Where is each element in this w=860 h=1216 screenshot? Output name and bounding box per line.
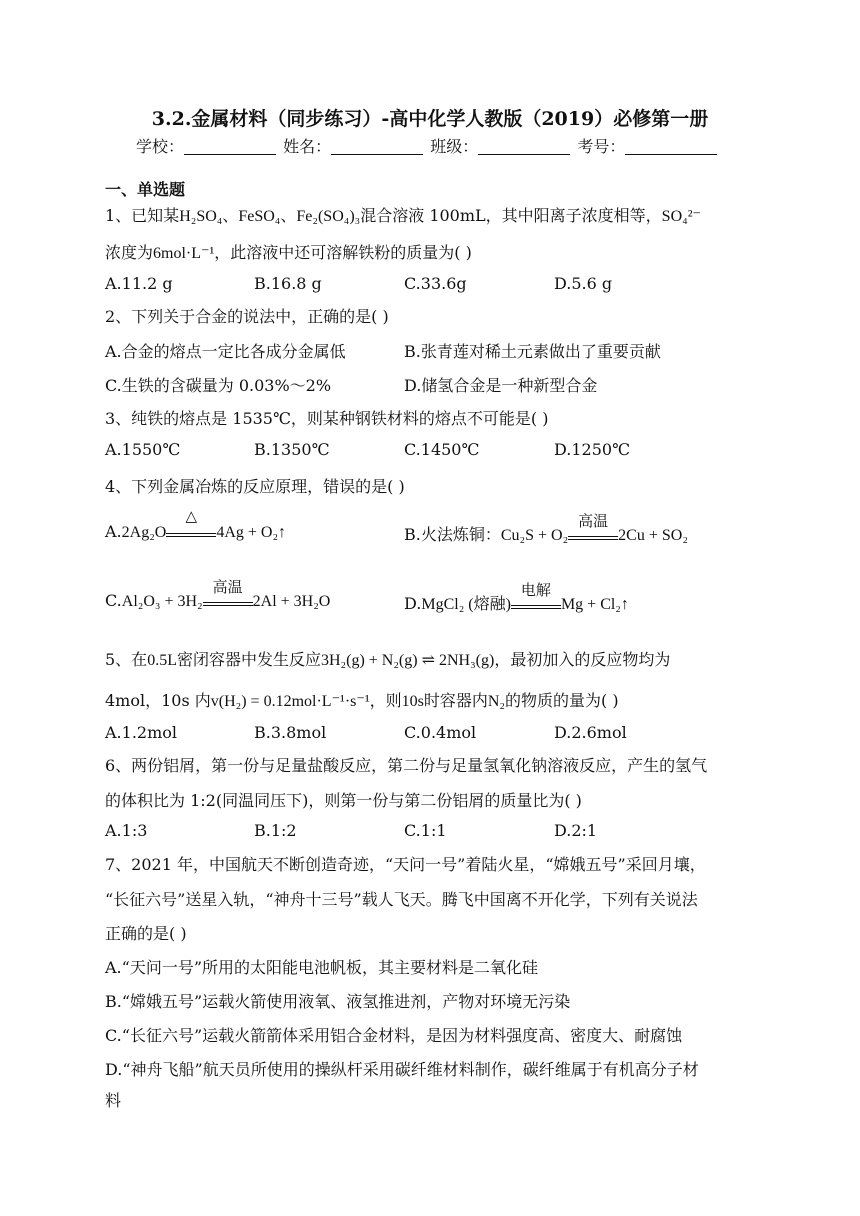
q4-option-c[interactable] — [105, 577, 331, 611]
class-blank[interactable] — [478, 140, 570, 155]
name-label: 姓名： — [283, 137, 332, 156]
q2-stem: 2、下列关于合金的说法中，正确的是( ) — [105, 307, 389, 326]
q5-text: 的物质的量为( ) — [505, 691, 619, 710]
q1-text: 混合溶液 100mL，其中阳离子浓度相等， — [360, 206, 662, 225]
q5-option-d[interactable]: D.2.6mol — [554, 723, 627, 742]
q4-c-condition: 高温 — [212, 577, 243, 596]
q2-option-c[interactable]: C.生铁的含碳量为 0.03%～2% — [105, 376, 332, 395]
q1-text: 浓度为 — [105, 243, 154, 262]
q4-a-reactants: 2Ag₂O — [121, 524, 167, 541]
q1-text: ，此溶液中还可溶解铁粉的质量为( ) — [214, 243, 472, 262]
q4-d-reactants: MgCl₂ (熔融) — [421, 596, 511, 613]
q4-option-a-label: A. — [105, 522, 122, 541]
q6-line2: 的体积比为 1:2(同温同压下)，则第一份与第二份铝屑的质量比为( ) — [105, 791, 582, 810]
q6-option-d[interactable]: D.2:1 — [554, 821, 598, 840]
exam-no-label: 考号： — [577, 137, 626, 156]
q4-option-b[interactable] — [404, 511, 688, 545]
school-label: 学校： — [136, 137, 185, 156]
school-blank[interactable] — [184, 140, 276, 155]
q4-b-condition: 高温 — [578, 511, 609, 530]
q1-line2 — [105, 240, 472, 263]
q5-equation: 3H₂(g) + N₂(g) ⇌ 2NH₃(g) — [320, 652, 495, 669]
q4-a-condition: △ — [185, 506, 198, 525]
q4-b-reactants: Cu₂S + O₂ — [500, 527, 569, 544]
page-title: 3.2.金属材料（同步练习）-高中化学人教版（2019）必修第一册 — [151, 108, 709, 130]
q4-option-b-label: B.火法炼铜： — [404, 525, 501, 544]
q4-option-d-label: D. — [404, 594, 422, 613]
q6-option-c[interactable]: C.1:1 — [404, 821, 447, 840]
q5-text: 时容器内 — [423, 691, 488, 710]
q5-time: 10s — [401, 693, 424, 710]
q4-a-products: 4Ag + O₂↑ — [216, 524, 287, 541]
q1-concentration: 6mol·L⁻¹ — [153, 245, 215, 262]
q2-option-a[interactable]: A.合金的熔点一定比各成分金属低 — [105, 342, 346, 361]
q7-option-a[interactable]: A.“天问一号”所用的太阳能电池帆板，其主要材料是二氧化硅 — [105, 958, 539, 977]
q5-line2 — [105, 688, 619, 711]
q4-d-products: Mg + Cl₂↑ — [560, 596, 629, 613]
q5-text: 5、在 — [105, 650, 148, 669]
q4-b-arrow — [568, 511, 618, 540]
q1-option-c[interactable]: C.33.6g — [404, 274, 467, 293]
q5-option-c[interactable]: C.0.4mol — [404, 723, 477, 742]
q7-line2: “长征六号”送星入轨，“神舟十三号”载人飞天。腾飞中国离不开化学，下列有关说法 — [105, 890, 698, 909]
q3-stem: 3、纯铁的熔点是 1535℃，则某种钢铁材料的熔点不可能是( ) — [105, 409, 549, 428]
q5-option-b[interactable]: B.3.8mol — [254, 723, 327, 742]
q5-rate: v(H₂) = 0.12mol·L⁻¹·s⁻¹ — [210, 693, 370, 710]
q3-option-b[interactable]: B.1350℃ — [254, 440, 330, 459]
q7-option-b[interactable]: B.“嫦娥五号”运载火箭使用液氧、液氢推进剂，产物对环境无污染 — [105, 992, 571, 1011]
q3-option-c[interactable]: C.1450℃ — [404, 440, 480, 459]
q4-c-products: 2Al + 3H₂O — [252, 593, 331, 610]
q5-line1 — [105, 647, 670, 670]
q4-option-d[interactable] — [404, 580, 629, 614]
q5-text: ，则 — [369, 691, 402, 710]
q5-option-a[interactable]: A.1.2mol — [105, 723, 178, 742]
q4-b-products: 2Cu + SO₂ — [618, 527, 688, 544]
q5-text: 密闭容器中发生反应 — [176, 650, 321, 669]
q1-text: 1、已知某 — [105, 206, 180, 225]
q7-line3: 正确的是( ) — [105, 924, 187, 943]
q6-option-a[interactable]: A.1:3 — [105, 821, 148, 840]
q1-formula: H₂SO₄、FeSO₄、Fe₂(SO₄)₃ — [179, 208, 361, 225]
q1-option-b[interactable]: B.16.8 g — [254, 274, 322, 293]
q4-d-arrow — [511, 580, 561, 609]
q1-ion: SO₄²⁻ — [661, 208, 701, 225]
q5-text: ，最初加入的反应物均为 — [494, 650, 671, 669]
name-blank[interactable] — [331, 140, 423, 155]
q2-option-d[interactable]: D.储氢合金是一种新型合金 — [404, 376, 598, 395]
q5-n2: N₂ — [487, 693, 506, 710]
q6-option-b[interactable]: B.1:2 — [254, 821, 297, 840]
section-heading: 一、单选题 — [105, 180, 186, 199]
q5-text: 4mol，10s 内 — [105, 691, 211, 710]
q5-volume: 0.5L — [147, 652, 177, 669]
exam-no-blank[interactable] — [625, 140, 717, 155]
q4-c-arrow — [203, 577, 253, 606]
q4-a-arrow — [166, 506, 216, 537]
q1-option-a[interactable]: A.11.2 g — [105, 274, 173, 293]
q7-option-c[interactable]: C.“长征六号”运载火箭箭体采用铝合金材料，是因为材料强度高、密度大、耐腐蚀 — [105, 1026, 683, 1045]
q2-option-b[interactable]: B.张青莲对稀土元素做出了重要贡献 — [404, 342, 661, 361]
q4-option-c-label: C. — [105, 591, 122, 610]
q3-option-d[interactable]: D.1250℃ — [554, 440, 630, 459]
q4-d-condition: 电解 — [520, 580, 551, 599]
q3-option-a[interactable]: A.1550℃ — [105, 440, 181, 459]
q6-line1: 6、两份铝屑，第一份与足量盐酸反应，第二份与足量氢氧化钠溶液反应，产生的氢气 — [105, 756, 708, 775]
q1-option-d[interactable]: D.5.6 g — [554, 274, 613, 293]
q7-option-d[interactable]: D.“神舟飞船”航天员所使用的操纵杆采用碳纤维材料制作，碳纤维属于有机高分子材 — [105, 1060, 699, 1079]
q1-line1 — [105, 203, 701, 226]
q4-option-a[interactable] — [105, 506, 287, 542]
q7-line1: 7、2021 年，中国航天不断创造奇迹，“天问一号”着陆火星，“嫦娥五号”采回月壤， — [105, 855, 706, 874]
student-info-fields — [136, 134, 719, 157]
q7-option-d-continued: 料 — [105, 1091, 122, 1110]
q4-stem: 4、下列金属冶炼的反应原理，错误的是( ) — [105, 477, 405, 496]
class-label: 班级： — [430, 137, 479, 156]
q4-c-reactants: Al₂O₃ + 3H₂ — [121, 593, 203, 610]
